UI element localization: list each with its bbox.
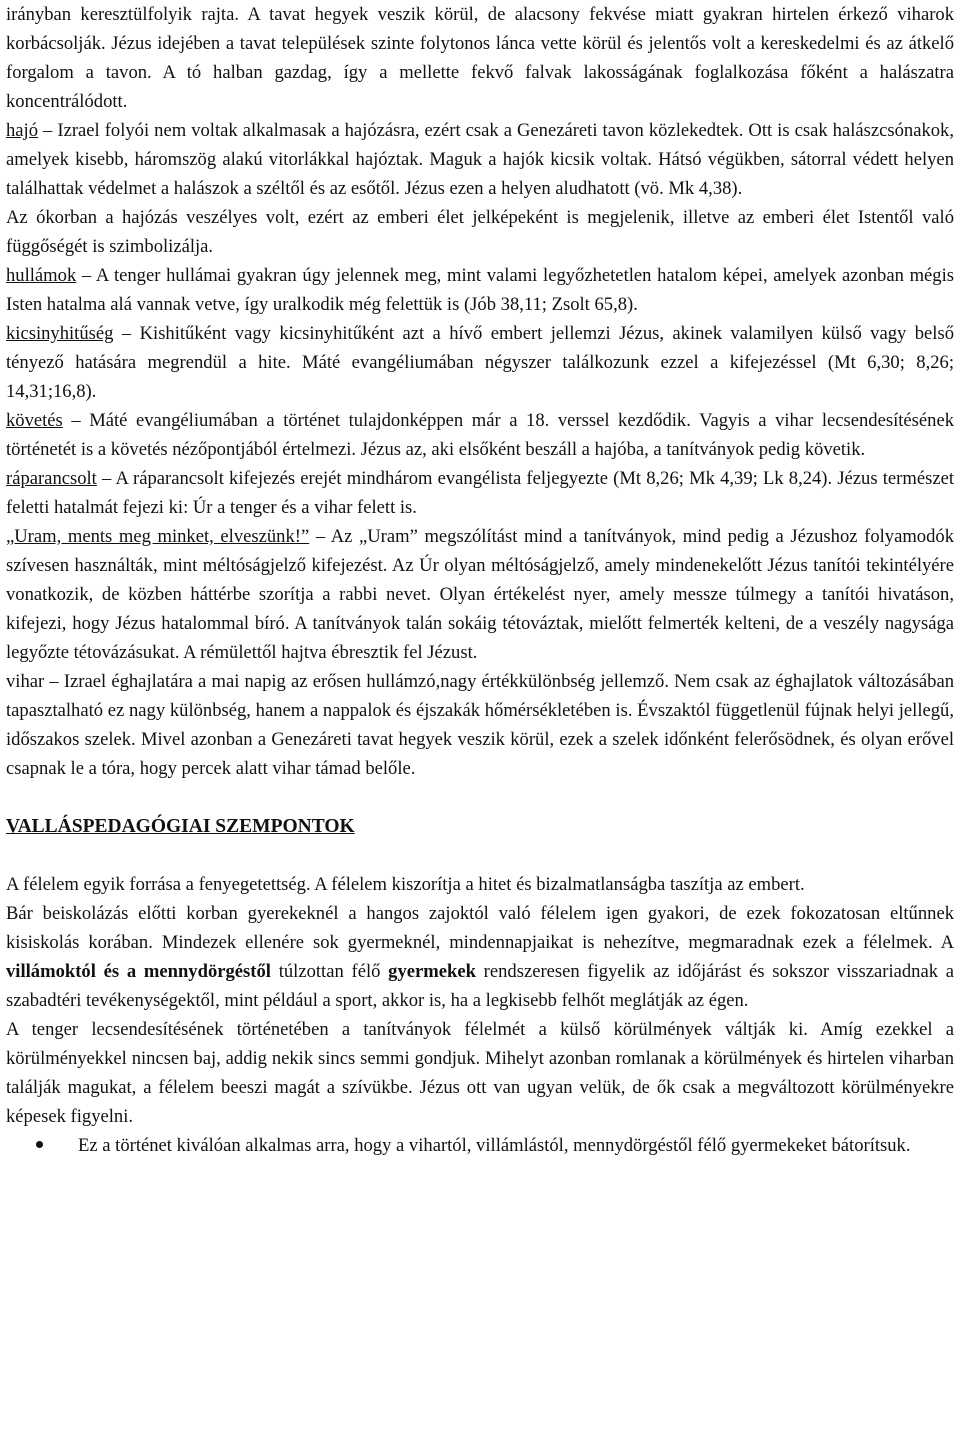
glossary-text: Máté evangéliumában a történet tulajdonképpen már a 18. verssel kezdődik. Vagyis a vihar lecsendesítésének történetét is a követés nézőpontjából értelmezi. Jézus az, aki elsőként beszáll a hajóba, a tanítványok pedig követik. xyxy=(6,410,954,460)
glossary-term: követés xyxy=(6,410,63,431)
glossary-term: hajó xyxy=(6,120,39,141)
glossary-entry-vihar xyxy=(6,667,954,783)
glossary-entry-uram xyxy=(6,522,954,667)
glossary-term: ráparancsolt xyxy=(6,468,97,489)
bold-text: gyermekek xyxy=(388,961,476,982)
text-run: rendszeresen figyelik az időjárást és sokszor visszariadnak a szabadtéri tevékenységektől, mint például a sport, akkor is, ha a legkisebb felhőt meglátják az égen. xyxy=(6,961,955,1011)
text-run: Bár beiskolázás előtti korban gyerekeknél a hangos zajoktól való félelem igen gyakori, de ezek fokozatosan eltűnnek kisiskolás korában. Mindezek ellenére sok gyermeknél, mindennapjaikat is nehezítve, megmaradnak ezek a félelmek. A xyxy=(6,903,954,953)
bullet-icon xyxy=(6,1131,78,1160)
glossary-entry-raparancsolt xyxy=(6,464,954,522)
glossary-dash: – xyxy=(44,671,64,692)
glossary-entry-hajo xyxy=(6,116,954,203)
glossary-dash: – xyxy=(309,526,331,547)
text-run: túlzottan félő xyxy=(270,961,389,982)
glossary-term: „Uram, ments meg minket, elveszünk!” xyxy=(6,526,310,547)
bold-text: villámoktól és a mennydörgéstől xyxy=(6,961,271,982)
glossary-text: Izrael éghajlatára a mai napig az erősen hullámzó,nagy értékkülönbség jellemző. Nem csak az éghajlatok változásában tapasztalható ez nagy különbség, hanem a nappalok és éjszakák hőmérsékletében is. Évszaktól függetlenül fújnak helyi jellegű, időszakos szelek. Mivel azonban a Genezáreti tavat hegyek veszik körül, ezek a szelek időnként felerősödnek, és olyan erővel csapnak le a tóra, hogy percek alatt vihar támad belőle. xyxy=(6,671,954,779)
glossary-text: A tenger hullámai gyakran úgy jelennek meg, mint valami legyőzhetetlen hatalom képei, amelyek azonban mégis Isten hatalma alá vannak vetve, így uralkodik még felettük is (Jób 38,11; Zsolt 65,8). xyxy=(6,265,954,315)
paragraph-lake: irányban keresztülfolyik rajta. A tavat hegyek veszik körül, de alacsony fekvése miatt gyakran hirtelen érkező viharok korbácsolják. Jézus idejében a tavat települések szinte folytonos lánca vette körül és jelentős volt a kereskedelmi és az átkelő forgalom a tavon. A tó halban gazdag, így a mellette fekvő falvak lakosságának foglalkozása főként a halászatra koncentrálódott. xyxy=(6,4,954,112)
glossary-dash: – xyxy=(113,323,140,344)
glossary-term: kicsinyhitűség xyxy=(6,323,114,344)
glossary-term: hullámok xyxy=(6,265,77,286)
glossary-dash: – xyxy=(76,265,96,286)
glossary-text: Izrael folyói nem voltak alkalmasak a hajózásra, ezért csak a Genezáreti tavon közlekedtek. Ott is csak halászcsónakok, amelyek kisebb, háromszög alakú vitorlákkal hajóztak. Maguk a hajók kicsik voltak. Hátsó végükben, sátorral védett helyen találhattak védelmet a halászok a széltől és az esőtől. Jézus ezen a helyen aludhatott (vö. Mk 4,38). xyxy=(6,120,955,199)
paragraph-children-fear xyxy=(6,899,954,1015)
list-item xyxy=(6,1131,954,1160)
glossary-entry-kicsinyhituseg xyxy=(6,319,954,406)
glossary-text: Kishitűként vagy kicsinyhitűként azt a hívő embert jellemzi Jézus, akinek valamilyen külső vagy belső tényező hatására megrendül a hite. Máté evangéliumában négyszer találkozunk ezzel a kifejezéssel (Mt 6,30; 8,26; 14,31;16,8). xyxy=(6,323,954,402)
glossary-dash: – xyxy=(38,120,58,141)
paragraph-disciples-fear: A tenger lecsendesítésének történetében a tanítványok félelmét a külső körülmények váltják ki. Amíg ezekkel a körülményekkel nincsen baj, addig nekik sincs semmi gondjuk. Mihelyt azonban romlanak a körülmények és hirtelen viharban találják magukat, a félelem beeszi magát a szívükbe. Jézus ott van ugyan velük, de ők csak a megváltozott körülményekre képesek figyelni. xyxy=(6,1019,954,1127)
glossary-text: Az „Uram” megszólítást mind a tanítványok, mind pedig a Jézushoz folyamodók szívesen használták, mint méltóságjelző kifejezést. Az Úr olyan méltóságjelző, amely mindenekelőtt Jézus tanítói tekintélyére vonatkozik, de közben háttérbe szorítja a rabbi nevet. Olyan értékelést nyer, amely messze túlmegy a tanítói hivatáson, kifejezi, hogy Jézus hatalommal bíró. A tanítványok talán sokáig tétováztak, mielőtt felmerték kelteni, de a veszély nagysága legyőzte tétovázásukat. A rémülettől hajtva ébresztik fel Jézust. xyxy=(6,526,954,663)
glossary-dash: – xyxy=(62,410,90,431)
section-heading: VALLÁSPEDAGÓGIAI SZEMPONTOK xyxy=(6,816,355,837)
glossary-text: A ráparancsolt kifejezés erejét mindhárom evangélista feljegyezte (Mt 8,26; Mk 4,39; Lk 8,24). Jézus természet feletti hatalmát fejezi ki: Úr a tenger és a vihar felett is. xyxy=(6,468,954,518)
paragraph-okorban: Az ókorban a hajózás veszélyes volt, ezért az emberi élet jelképeként is megjelenik, illetve az emberi élet Istentől való függőségét is szimbolizálja. xyxy=(6,207,954,257)
bullet-list xyxy=(6,1131,954,1160)
paragraph-fear-source: A félelem egyik forrása a fenyegetettség. A félelem kiszorítja a hitet és bizalmatlanságba taszítja az embert. xyxy=(6,874,805,895)
glossary-dash: – xyxy=(96,468,116,489)
glossary-entry-hullamok xyxy=(6,261,954,319)
glossary-entry-kovetes xyxy=(6,406,954,464)
glossary-term: vihar xyxy=(6,671,45,692)
list-item-text: Ez a történet kiválóan alkalmas arra, hogy a vihartól, villámlástól, mennydörgéstől félő gyermekeket bátorítsuk. xyxy=(78,1135,911,1156)
